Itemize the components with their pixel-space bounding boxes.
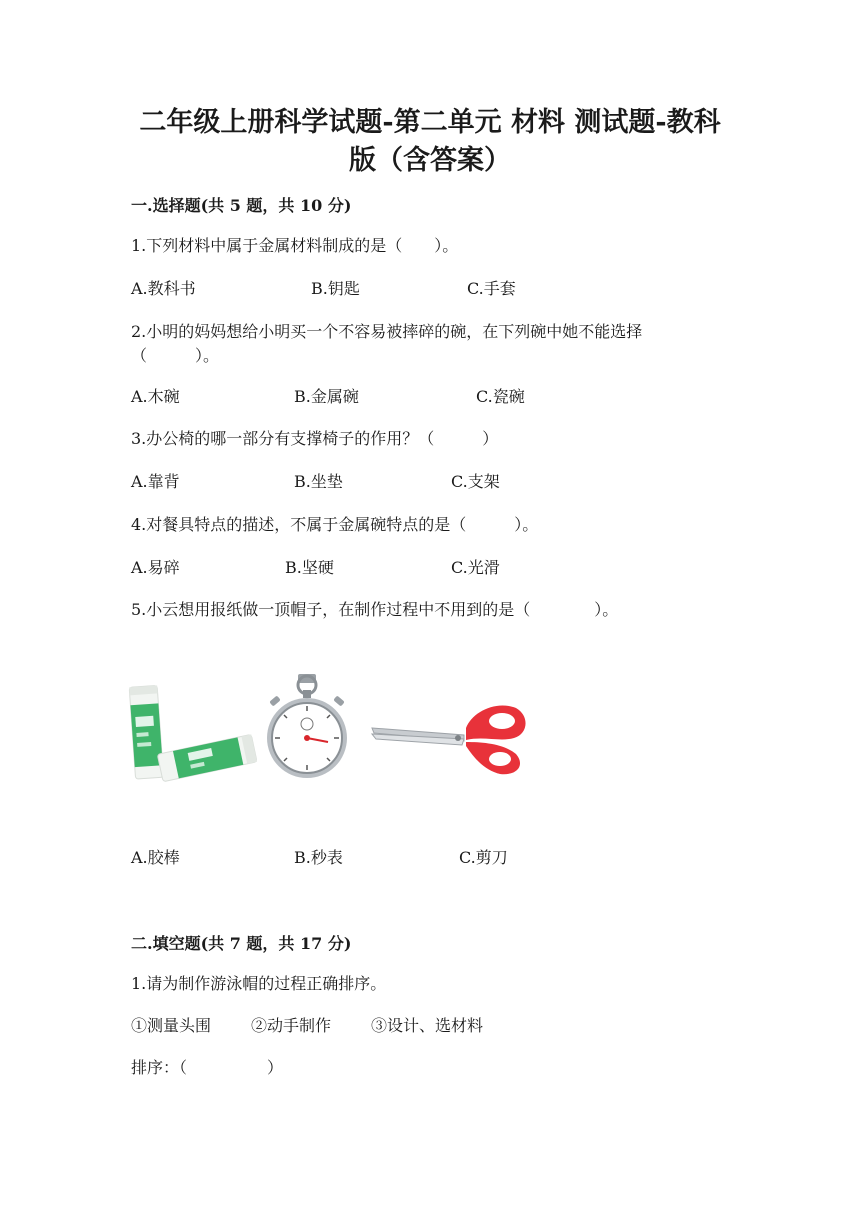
section-heading-choice: 一.选择题(共 5 题，共 10 分) bbox=[131, 196, 352, 215]
step-3: ③设计、选材料 bbox=[371, 1016, 484, 1035]
question-2: 2.小明的妈妈想给小明买一个不容易被摔碎的碗，在下列碗中她不能选择（ ）。 bbox=[131, 322, 643, 365]
scissors-icon bbox=[368, 672, 533, 787]
option-a: A.教科书 bbox=[131, 279, 196, 298]
option-c: C.手套 bbox=[467, 279, 516, 298]
glue-stick-icon bbox=[128, 672, 258, 787]
option-a: A.胶棒 bbox=[131, 848, 180, 867]
step-1: ①测量头围 bbox=[131, 1016, 212, 1035]
option-b: B.金属碗 bbox=[294, 387, 359, 406]
option-c: C.剪刀 bbox=[459, 848, 508, 867]
title-line-1: 二年级上册科学试题-第二单元 材料 测试题-教科 bbox=[139, 107, 721, 138]
option-b: B.钥匙 bbox=[311, 279, 360, 298]
option-a: A.易碎 bbox=[131, 558, 180, 577]
answer-blank: 排序：（ ） bbox=[131, 1058, 284, 1077]
question-3: 3.办公椅的哪一部分有支撑椅子的作用？（ ） bbox=[131, 429, 499, 448]
question-5-pictures bbox=[128, 672, 548, 792]
title-line-2: 版（含答案） bbox=[349, 145, 511, 176]
question-5: 5.小云想用报纸做一顶帽子，在制作过程中不用到的是（ ）。 bbox=[131, 600, 619, 619]
document-title bbox=[100, 104, 760, 180]
option-c: C.瓷碗 bbox=[476, 387, 525, 406]
option-b: B.坐垫 bbox=[294, 472, 343, 491]
option-c: C.支架 bbox=[451, 472, 500, 491]
option-b: B.秒表 bbox=[294, 848, 343, 867]
option-a: A.木碗 bbox=[131, 387, 180, 406]
question-1: 1.下列材料中属于金属材料制成的是（ ）。 bbox=[131, 236, 459, 255]
option-b: B.坚硬 bbox=[285, 558, 334, 577]
option-a: A.靠背 bbox=[131, 472, 180, 491]
question-4: 4.对餐具特点的描述，不属于金属碗特点的是（ ）。 bbox=[131, 515, 539, 534]
step-2: ②动手制作 bbox=[251, 1016, 332, 1035]
fill-question-1: 1.请为制作游泳帽的过程正确排序。 bbox=[131, 974, 387, 993]
option-c: C.光滑 bbox=[451, 558, 500, 577]
section-heading-fill-blank: 二.填空题(共 7 题，共 17 分) bbox=[131, 934, 352, 953]
stopwatch-icon bbox=[262, 672, 352, 787]
